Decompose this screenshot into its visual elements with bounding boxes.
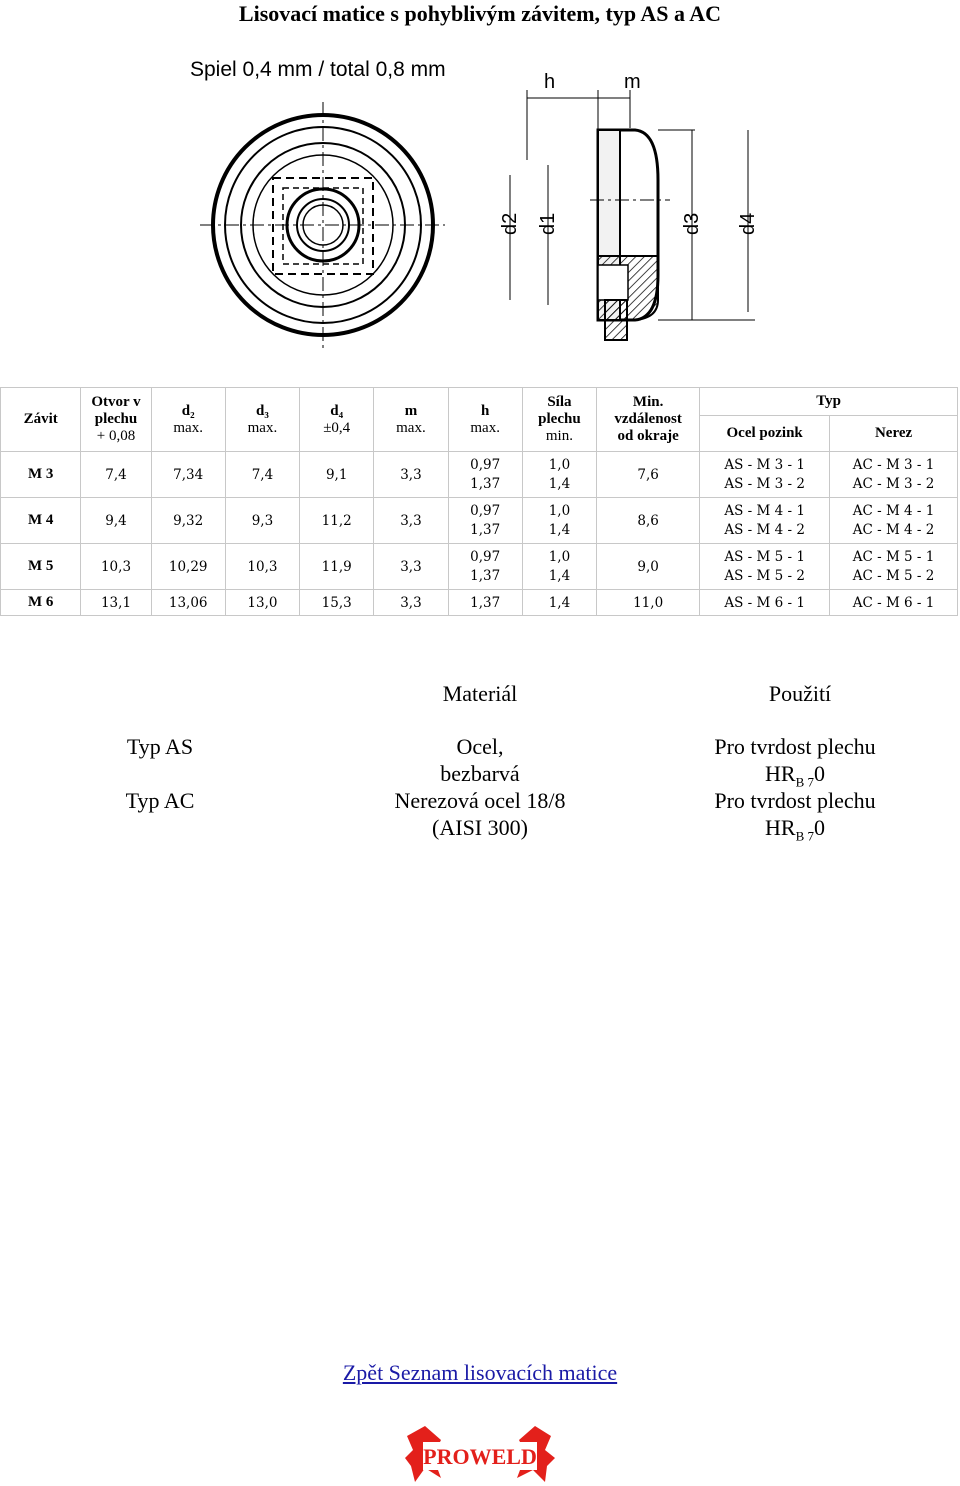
table-cell: 7,34	[151, 452, 225, 498]
text-line: 1,0	[548, 502, 571, 519]
header-row-1	[1, 388, 958, 416]
typ-ac-material	[330, 787, 630, 841]
text-line: AS - M 5 - 1	[724, 548, 805, 565]
text-line: + 0,08	[96, 428, 136, 444]
table-cell	[522, 452, 596, 498]
table-cell	[830, 452, 958, 498]
table-cell	[830, 544, 958, 590]
text-line: 0,97	[470, 502, 501, 519]
side-view	[499, 71, 759, 340]
table-cell: M 3	[1, 452, 81, 498]
text-line: d₂	[181, 402, 195, 419]
table-cell: 1,37	[448, 590, 522, 616]
text-line: od okraje	[617, 428, 679, 444]
text-line: vzdálenost	[614, 411, 682, 427]
table-cell: 3,3	[374, 544, 448, 590]
text-line: AS - M 3 - 2	[724, 475, 805, 492]
table-cell	[448, 544, 522, 590]
text-line: bezbarvá	[440, 761, 520, 786]
table-cell: 7,6	[597, 452, 700, 498]
table-cell: 10,29	[151, 544, 225, 590]
table-cell: 15,3	[300, 590, 374, 616]
table-cell: 10,3	[225, 544, 299, 590]
table-cell	[448, 498, 522, 544]
text-line: Otvor v	[91, 394, 141, 410]
table-cell: 13,1	[81, 590, 151, 616]
table-cell: 9,4	[81, 498, 151, 544]
text-line: AC - M 4 - 1	[852, 502, 935, 519]
th-typ: Typ	[700, 388, 958, 416]
text-line: AC - M 3 - 2	[852, 475, 935, 492]
text-line: 1,37	[470, 475, 501, 492]
typ-as-material	[330, 733, 630, 787]
table-cell	[522, 498, 596, 544]
th-nerez: Nerez	[830, 416, 958, 452]
table-cell: AC - M 6 - 1	[830, 590, 958, 616]
text-line: AC - M 5 - 2	[852, 567, 935, 584]
text-line: AC - M 3 - 1	[852, 456, 935, 473]
table-cell: 13,06	[151, 590, 225, 616]
label-d1: d1	[537, 212, 559, 235]
table-cell: 1,4	[522, 590, 596, 616]
label-d3: d3	[681, 212, 703, 235]
text-line: d₄	[330, 402, 344, 419]
table-cell: 9,32	[151, 498, 225, 544]
text-line: 1,37	[470, 567, 501, 584]
table-cell: 9,1	[300, 452, 374, 498]
table-cell	[700, 498, 830, 544]
th-sila	[522, 388, 596, 452]
text-line: max.	[470, 419, 500, 436]
table-row	[1, 544, 958, 590]
table-cell: 13,0	[225, 590, 299, 616]
page-title: Lisovací matice s pohyblivým závitem, typ AS a AC	[238, 1, 722, 26]
table-cell: 11,0	[597, 590, 700, 616]
table-cell	[700, 452, 830, 498]
text-line: 0,97	[470, 456, 501, 473]
text-line: 1,4	[548, 475, 571, 492]
th-vzdalenost	[597, 388, 700, 452]
text-line: Nerezová ocel 18/8	[394, 788, 566, 813]
label-h: h	[544, 71, 556, 93]
table-cell: 3,3	[374, 498, 448, 544]
table-cell	[700, 544, 830, 590]
text-line: AC - M 5 - 1	[852, 548, 935, 565]
text-line: 1,37	[470, 521, 501, 538]
th-d4	[300, 388, 374, 452]
text-line: 0	[813, 815, 825, 840]
text-line: max.	[173, 419, 203, 436]
technical-drawing	[180, 50, 780, 370]
text-line: AS - M 5 - 2	[724, 567, 805, 584]
text-line: ±0,4	[323, 419, 351, 436]
text-line: AC - M 4 - 2	[852, 521, 935, 538]
table-cell: 8,6	[597, 498, 700, 544]
text-line: HR	[765, 761, 796, 786]
table-cell: 3,3	[374, 590, 448, 616]
th-zavit: Závit	[1, 388, 81, 452]
typ-ac-pouziti	[660, 787, 930, 849]
text-line: Ocel,	[456, 734, 504, 759]
text-line: (AISI 300)	[432, 815, 528, 840]
text-line: m	[404, 402, 418, 419]
text-line: Pro tvrdost plechu	[714, 788, 876, 813]
text-line: B 7	[795, 774, 814, 790]
label-d4: d4	[737, 212, 759, 235]
table-row	[1, 452, 958, 498]
th-otvor	[81, 388, 151, 452]
text-line: 0,97	[470, 548, 501, 565]
text-line: 1,0	[548, 456, 571, 473]
table-row	[1, 590, 958, 616]
th-m	[374, 388, 448, 452]
text-line: AS - M 3 - 1	[724, 456, 805, 473]
text-line: 1,0	[548, 548, 571, 565]
table-cell: M 6	[1, 590, 81, 616]
label-d2: d2	[499, 212, 521, 235]
spiel-text: Spiel 0,4 mm / total 0,8 mm	[190, 58, 446, 81]
table-cell: 10,3	[81, 544, 151, 590]
text-line: Min.	[632, 394, 664, 410]
table-cell: 11,9	[300, 544, 374, 590]
table-cell: 11,2	[300, 498, 374, 544]
spec-table	[0, 387, 958, 616]
text-line: max.	[396, 419, 426, 436]
text-line: plechu	[538, 411, 581, 427]
text-line: 1,4	[548, 567, 571, 584]
th-ocel-pozink: Ocel pozink	[700, 416, 830, 452]
text-line: Pro tvrdost plechu	[714, 734, 876, 759]
proweld-logo	[405, 1422, 555, 1486]
table-cell: AS - M 6 - 1	[700, 590, 830, 616]
th-d2	[151, 388, 225, 452]
table-cell: M 4	[1, 498, 81, 544]
text-line: min.	[545, 428, 573, 444]
text-line: B 7	[795, 828, 814, 844]
text-line: HR	[765, 815, 796, 840]
table-cell: M 5	[1, 544, 81, 590]
table-cell: 9,3	[225, 498, 299, 544]
text-line: plechu	[94, 411, 138, 427]
table-cell: 3,3	[374, 452, 448, 498]
logo-text: PROWELD	[423, 1444, 537, 1469]
front-view	[200, 102, 445, 348]
label-m: m	[624, 71, 641, 93]
pouziti-header: Použití	[768, 681, 832, 706]
table-cell: 7,4	[225, 452, 299, 498]
text-line: AS - M 4 - 2	[724, 521, 805, 538]
table-cell: 9,0	[597, 544, 700, 590]
text-line: h	[481, 402, 490, 419]
text-line: d₃	[256, 402, 269, 419]
table-cell	[522, 544, 596, 590]
text-line: AS - M 4 - 1	[724, 502, 805, 519]
table-cell	[448, 452, 522, 498]
text-line: max.	[247, 419, 278, 436]
text-line: 1,4	[548, 521, 571, 538]
table-row	[1, 498, 958, 544]
table-cell: 7,4	[81, 452, 151, 498]
th-d3	[225, 388, 299, 452]
material-header: Materiál	[442, 681, 518, 706]
text-line: 0	[813, 761, 825, 786]
typ-as-label: Typ AS	[126, 734, 194, 759]
th-h	[448, 388, 522, 452]
text-line: Síla	[547, 394, 572, 410]
table-cell	[830, 498, 958, 544]
back-link[interactable]: Zpět Seznam lisovacích matice	[342, 1360, 618, 1385]
typ-ac-label: Typ AC	[125, 788, 195, 813]
